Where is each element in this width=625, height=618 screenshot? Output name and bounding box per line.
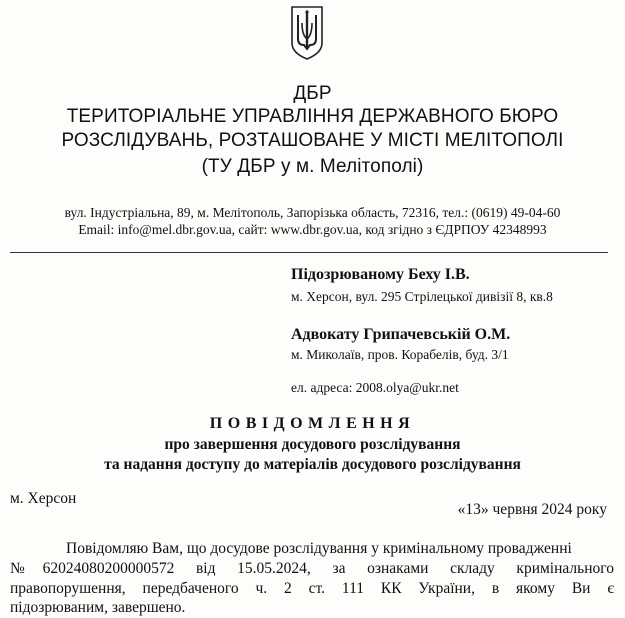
place: м. Херсон <box>10 490 77 507</box>
header-divider <box>10 252 608 253</box>
body-paragraph: підозрюваним, завершено. <box>10 599 186 616</box>
body-paragraph: Повідомляю Вам, що досудове розслідування у кримінальному провадженні <box>66 540 572 557</box>
org-name-line1: ТЕРИТОРІАЛЬНЕ УПРАВЛІННЯ ДЕРЖАВНОГО БЮРО <box>66 106 559 127</box>
org-name-line3: (ТУ ДБР у м. Мелітополі) <box>201 156 424 177</box>
notice-title: ПОВІДОМЛЕННЯ <box>209 415 416 432</box>
recipient-address: м. Херсон, вул. 295 Стрілецької дивізії 8, кв.8 <box>291 289 553 304</box>
contact-address: вул. Індустріальна, 89, м. Мелітополь, Запорізька область, 72316, тел.: (0619) 49-04-60 <box>64 205 561 220</box>
org-short-name: ДБР <box>293 83 332 104</box>
body-paragraph: №62024080200000572 від 15.05.2024, за ознаками складу кримінального <box>10 560 614 577</box>
recipient-name: Адвокату Грипачевській О.М. <box>291 326 511 343</box>
contact-email: Email: info@mel.dbr.gov.ua, сайт: www.dbr.gov.ua, код згідно з ЄДРПОУ 42348993 <box>78 222 547 237</box>
org-name-line2: РОЗСЛІДУВАНЬ, РОЗТАШОВАНЕ У МІСТІ МЕЛІТОПОЛІ <box>61 130 564 151</box>
coat-of-arms-icon <box>289 5 325 61</box>
date: «13» червня 2024 року <box>457 501 607 518</box>
notice-subtitle: та надання доступу до матеріалів досудового розслідування <box>104 456 521 473</box>
notice-subtitle: про завершення досудового розслідування <box>164 436 461 453</box>
recipient-email: ел. адреса: 2008.olya@ukr.net <box>291 380 459 395</box>
recipient-address: м. Миколаїв, пров. Корабелів, буд. 3/1 <box>291 347 509 362</box>
recipient-name: Підозрюваному Беху І.В. <box>291 266 470 283</box>
body-paragraph: правопорушення, передбаченого ч. 2 ст. 111 КК України, в якому Ви є <box>10 580 614 597</box>
